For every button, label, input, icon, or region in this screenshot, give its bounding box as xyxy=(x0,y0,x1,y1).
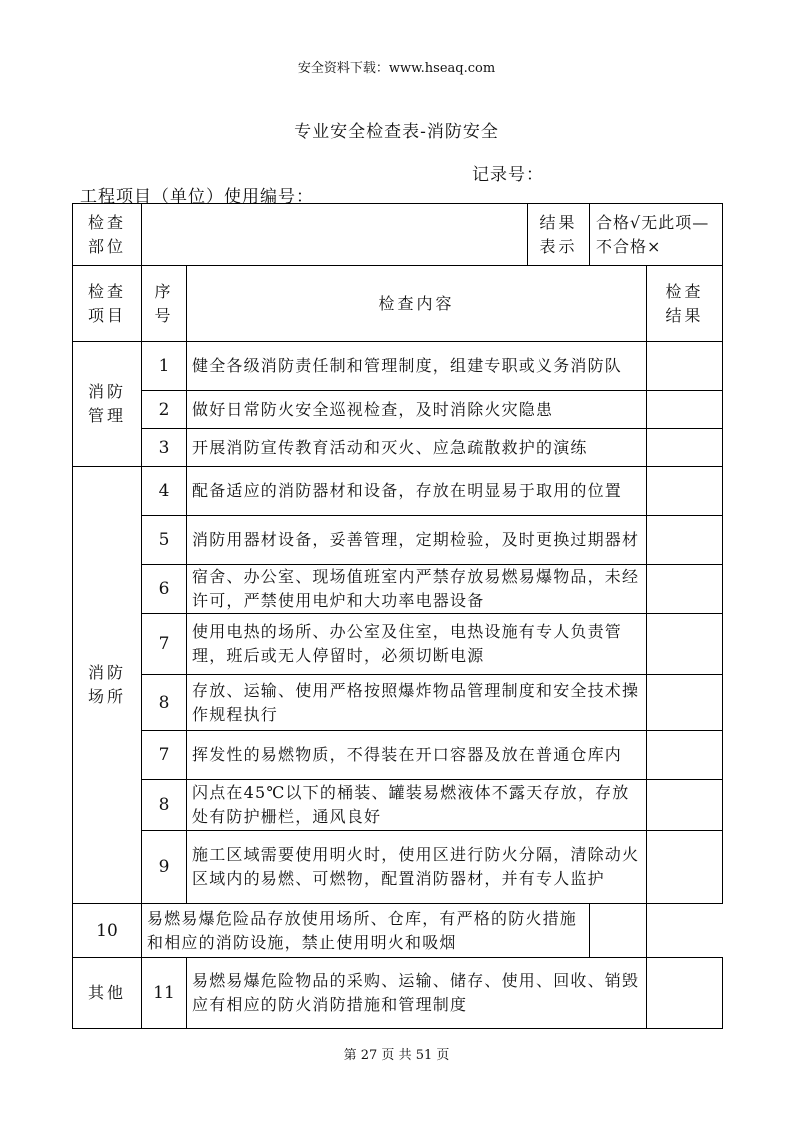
row-content: 易燃易爆危险品存放使用场所、仓库，有严格的防火措施和相应的消防设施，禁止使用明火和吸烟 xyxy=(142,904,590,958)
table-row xyxy=(73,731,723,780)
row-content: 配备适应的消防器材和设备，存放在明显易于取用的位置 xyxy=(187,467,647,516)
project-number-label: 工程项目（单位）使用编号： xyxy=(80,187,314,207)
row-number: 6 xyxy=(142,565,187,614)
row-result-cell[interactable] xyxy=(647,429,723,467)
row-number: 3 xyxy=(142,429,187,467)
row-number: 9 xyxy=(142,831,187,904)
row-result-cell[interactable] xyxy=(647,516,723,565)
table-row xyxy=(73,614,723,675)
column-header-content: 检查内容 xyxy=(187,266,647,342)
row-content: 挥发性的易燃物质，不得装在开口容器及放在普通仓库内 xyxy=(187,731,647,780)
column-header-result: 检查 结果 xyxy=(647,266,723,342)
row-number: 8 xyxy=(142,675,187,731)
row-number: 5 xyxy=(142,516,187,565)
table-row xyxy=(73,467,723,516)
inspection-table xyxy=(72,203,723,1029)
table-row xyxy=(73,429,723,467)
row-content: 闪点在45℃以下的桶装、罐装易燃液体不露天存放，存放处有防护栅栏，通风良好 xyxy=(187,780,647,831)
row-result-cell[interactable] xyxy=(647,342,723,391)
row-number: 7 xyxy=(142,731,187,780)
table-row xyxy=(73,904,723,958)
row-result-cell[interactable] xyxy=(647,467,723,516)
row-result-cell[interactable] xyxy=(647,958,723,1029)
row-result-cell[interactable] xyxy=(647,391,723,429)
table-row xyxy=(73,831,723,904)
row-content: 宿舍、办公室、现场值班室内严禁存放易燃易爆物品，未经许可，严禁使用电炉和大功率电器设备 xyxy=(187,565,647,614)
location-value[interactable] xyxy=(142,204,528,266)
column-header-seq: 序 号 xyxy=(142,266,187,342)
row-content: 做好日常防火安全巡视检查，及时消除火灾隐患 xyxy=(187,391,647,429)
row-result-cell[interactable] xyxy=(647,831,723,904)
row-content: 消防用器材设备，妥善管理，定期检验，及时更换过期器材 xyxy=(187,516,647,565)
table-row xyxy=(73,958,723,1029)
result-legend: 合格√无此项— 不合格× xyxy=(590,204,723,266)
document-title: 专业安全检查表-消防安全 xyxy=(294,122,499,142)
row-result-cell[interactable] xyxy=(647,780,723,831)
table-row xyxy=(73,565,723,614)
row-result-cell[interactable] xyxy=(647,731,723,780)
row-content: 施工区域需要使用明火时，使用区进行防火分隔，清除动火区域内的易燃、可燃物，配置消防器材，并有专人监护 xyxy=(187,831,647,904)
row-content: 开展消防宣传教育活动和灭火、应急疏散救护的演练 xyxy=(187,429,647,467)
page-header: 安全资料下载：www.hseaq.com xyxy=(297,61,496,76)
row-number: 1 xyxy=(142,342,187,391)
row-result-cell[interactable] xyxy=(647,675,723,731)
result-legend-label: 结果 表示 xyxy=(528,204,590,266)
row-number: 8 xyxy=(142,780,187,831)
category-other: 其他 xyxy=(73,958,142,1029)
record-number-label: 记录号： xyxy=(472,165,544,185)
row-result-cell[interactable] xyxy=(647,614,723,675)
row-number: 2 xyxy=(142,391,187,429)
row-content: 存放、运输、使用严格按照爆炸物品管理制度和安全技术操作规程执行 xyxy=(187,675,647,731)
row-content: 易燃易爆危险物品的采购、运输、储存、使用、回收、销毁应有相应的防火消防措施和管理制度 xyxy=(187,958,647,1029)
location-label: 检查 部位 xyxy=(73,204,142,266)
row-number: 7 xyxy=(142,614,187,675)
row-number: 10 xyxy=(73,904,142,958)
table-row xyxy=(73,780,723,831)
column-header-item: 检查 项目 xyxy=(73,266,142,342)
page-footer: 第 27 页 共 51 页 xyxy=(343,1048,450,1063)
column-header-row xyxy=(73,266,723,342)
row-result-cell[interactable] xyxy=(590,904,647,958)
row-number: 11 xyxy=(142,958,187,1029)
category-management: 消防 管理 xyxy=(73,342,142,467)
row-content: 健全各级消防责任制和管理制度，组建专职或义务消防队 xyxy=(187,342,647,391)
category-site: 消防 场所 xyxy=(73,467,142,904)
table-row xyxy=(73,516,723,565)
row-content: 使用电热的场所、办公室及住室，电热设施有专人负责管理，班后或无人停留时，必须切断电源 xyxy=(187,614,647,675)
top-info-row xyxy=(73,204,723,266)
row-number: 4 xyxy=(142,467,187,516)
table-row xyxy=(73,342,723,391)
table-row xyxy=(73,675,723,731)
row-result-cell[interactable] xyxy=(647,565,723,614)
table-row xyxy=(73,391,723,429)
